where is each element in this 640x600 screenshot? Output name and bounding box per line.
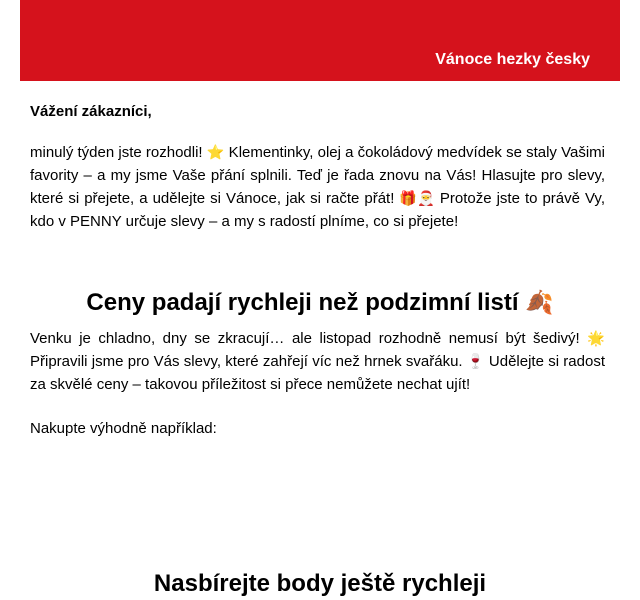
star-icon: ⭐ [206,145,225,161]
intro-text-2: Klementinky, olej a čokoládový medvídek se staly Vašimi favority – a my jsme Vaše přání splnili. Teď je řada znovu na Vás! Hlasujte pro slevy, které si přejete, a udělejte si Vánoce, jak si račte přát! [30,144,605,207]
section-heading-prices-text: Ceny padají rychleji než podzimní listí [86,289,526,316]
buy-example-text: Nakupte výhodně například: [30,420,217,437]
header-title: Vánoce hezky česky [435,51,590,68]
header-banner [20,0,620,81]
prices-text-3: Udělejte si radost za skvělé ceny – takovou příležitost si přece nemůžete nechat ujít! [30,353,605,393]
section-heading-prices [20,289,620,317]
section-heading-points: Nasbírejte body ještě rychleji [153,570,487,597]
santa-icon: 🎅 [417,191,435,207]
prices-text-2: Připravili jsme pro Vás slevy, které zahřejí víc než hrnek svařáku. [30,353,467,370]
greeting: Vážení zákazníci, [30,103,152,120]
fallen-leaf-icon: 🍂 [525,290,554,316]
gift-icon: 🎁 [399,191,418,207]
intro-text-3: Protože jste to právě Vy, kdo v PENNY určuje slevy – a my s radostí plníme, co si přejete! [30,190,605,230]
prices-paragraph [30,327,605,396]
intro-text-1: minulý týden jste rozhodli! [30,144,207,161]
wine-glass-icon: 🍷 [466,354,485,370]
intro-paragraph [30,141,605,233]
prices-text-1: Venku je chladno, dny se zkracují… ale listopad rozhodně nemusí být šedivý! [30,330,588,347]
glowing-star-icon: 🌟 [587,331,605,347]
